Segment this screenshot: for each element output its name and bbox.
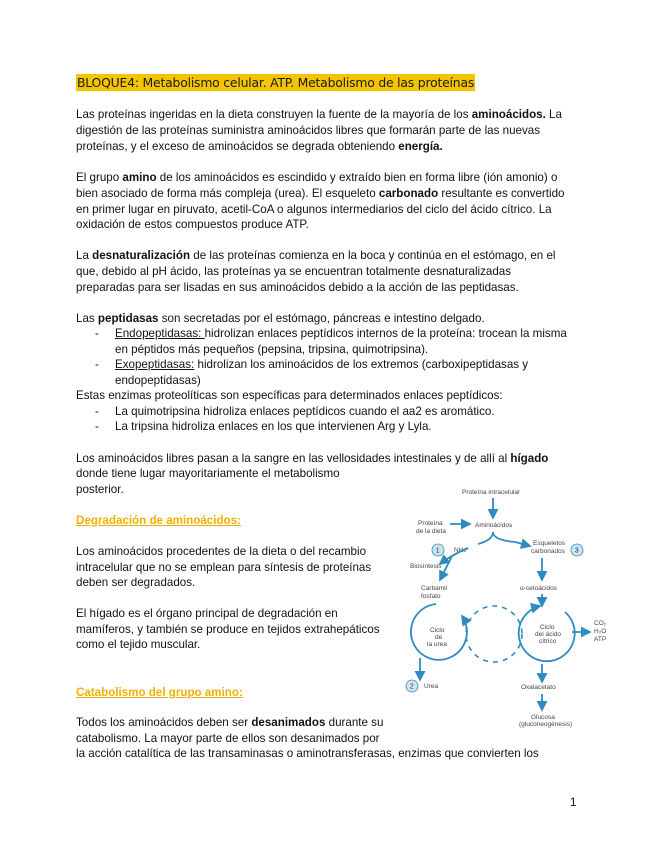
paragraph-amino-line3: en primer lugar en piruvato, acetil-CoA o algunos intermediarios del ciclo del ácido cítrico. La: [76, 203, 552, 216]
paragraph-degradacion-line1: Los aminoácidos procedentes de la dieta o del recambio: [76, 545, 367, 558]
step-marker-3: [571, 544, 583, 556]
diagram-label-tca-3: cítrico: [539, 638, 557, 645]
paragraph-intro-line1: Las proteínas ingeridas en la dieta construyen la fuente de la mayoría de los aminoácidos. La: [76, 108, 562, 121]
paragraph-enzimas-line: Estas enzimas proteolíticas son específicas para determinados enlaces peptídicos:: [76, 389, 503, 402]
bullet-endopeptidasas: Endopeptidasas: hidrolizan enlaces peptídicos internos de la proteína: trocean la misma: [115, 327, 567, 340]
paragraph-catabolismo-line3: la acción catalítica de las transaminasas o aminotransferasas, enzimas que convierten los: [76, 747, 539, 760]
section-heading-degradacion: Degradación de aminoácidos:: [76, 514, 241, 527]
paragraph-degradacion-line3: deben ser degradados.: [76, 576, 196, 589]
paragraph-desnat-line1: La desnaturalización de las proteínas comienza en la boca y continúa en el estómago, en el: [76, 249, 556, 262]
amino-acid-metabolism-diagram: [390, 482, 612, 728]
paragraph-higado-line3: posterior.: [76, 483, 124, 496]
diagram-label-top: Proteína intracelular: [462, 489, 521, 496]
diagram-label-diet-1: Proteína: [418, 520, 443, 527]
paragraph-amino-line4: oxidación de estos compuestos produce ATP.: [76, 218, 309, 231]
diagram-label-gluc-2: (gluconeogénesis): [519, 721, 573, 728]
bullet-exopeptidasas-cont: endopeptidasas): [115, 374, 201, 387]
bullet-tripsina: La tripsina hidroliza enlaces en los que intervienen Arg y Lyla.: [115, 420, 432, 433]
paragraph-amino-line1: El grupo amino de los aminoácidos es escindido y extraído bien en forma libre (ión amonio) o: [76, 171, 558, 184]
diagram-label-tca-1: Ciclo: [540, 624, 555, 631]
diagram-label-atp: ATP: [594, 636, 607, 643]
paragraph-catabolismo-line2: catabolismo. La mayor parte de ellos son desanimados por: [76, 732, 380, 745]
diagram-label-h2o: H₂O: [594, 628, 607, 635]
diagram-label-co2: CO₂: [594, 620, 607, 627]
paragraph-organo-line3: como el tejido muscular.: [76, 638, 201, 651]
paragraph-intro-line3: proteínas, y el exceso de aminoácidos se degrada obteniendo energía.: [76, 140, 443, 153]
bullet-dash: -: [95, 405, 99, 418]
bullet-endopeptidasas-cont: en péptidos más pequeños (pepsina, tripsina, quimotripsina).: [115, 343, 429, 356]
step-marker-2: [406, 680, 418, 692]
bullet-dash: -: [95, 327, 99, 340]
paragraph-catabolismo-line1: Todos los aminoácidos deben ser desanimados durante su: [76, 716, 384, 729]
diagram-label-urea: Urea: [424, 683, 439, 690]
svg-text:2: 2: [409, 683, 414, 691]
page-number: 1: [570, 796, 577, 809]
bullet-quimotripsina: La quimotripsina hidroliza enlaces peptídicos cuando el aa2 es aromático.: [115, 405, 495, 418]
diagram-label-gluc-1: Glucosa: [531, 714, 555, 721]
paragraph-desnat-line3: preparadas para ser lisadas en sus aminoácidos debido a la acción de las peptidasas.: [76, 281, 519, 294]
diagram-label-carb-2: fosfato: [421, 593, 441, 600]
paragraph-desnat-line2: que, debido al pH ácido, las proteínas ya se encuentran totalmente desnaturalizadas: [76, 265, 512, 278]
svg-text:3: 3: [574, 547, 579, 555]
bullet-dash: -: [95, 358, 99, 371]
diagram-label-aa: Aminoácidos: [475, 522, 513, 529]
paragraph-organo-line1: El hígado es el órgano principal de degradación en: [76, 607, 338, 620]
paragraph-higado-line1: Los aminoácidos libres pasan a la sangre en las vellosidades intestinales y de allí al hígado: [76, 452, 549, 465]
svg-text:1: 1: [435, 547, 440, 555]
diagram-label-oxal: Oxalacetato: [521, 684, 556, 691]
diagram-label-carb-1: Carbamil: [421, 585, 448, 592]
paragraph-intro-line2: digestión de las proteínas suministra aminoácidos libres que formarán parte de las nuevas: [76, 124, 541, 137]
paragraph-degradacion-line2: intracelular que no se emplean para síntesis de proteínas: [76, 561, 372, 574]
diagram-label-urea-cycle-3: la urea: [427, 641, 447, 648]
diagram-label-urea-cycle-2: de: [435, 634, 443, 641]
diagram-label-tca-2: del ácido: [535, 631, 562, 638]
section-heading-catabolismo: Catabolismo del grupo amino:: [76, 686, 243, 699]
diagram-label-diet-2: de la dieta: [416, 528, 446, 535]
diagram-label-urea-cycle-1: Ciclo: [430, 627, 445, 634]
diagram-label-skel-2: carbonados: [531, 548, 565, 555]
diagram-label-keto: α-cetoácidos: [520, 585, 557, 592]
dashed-link-circle: [466, 606, 522, 662]
diagram-label-nh4: NH₄⁺: [454, 547, 470, 554]
arrow-aa-split: [478, 532, 530, 546]
paragraph-higado-line2: donde tiene lugar mayoritariamente el metabolismo: [76, 467, 340, 480]
bullet-dash: -: [95, 420, 99, 433]
diagram-label-bio: Biosíntesis: [410, 563, 442, 570]
paragraph-peptidasas-line1: Las peptidasas son secretadas por el estómago, páncreas e intestino delgado.: [76, 312, 485, 325]
diagram-label-skel-1: Esqueletos: [533, 540, 566, 547]
paragraph-organo-line2: mamíferos, y también se produce en tejidos extrahepáticos: [76, 623, 380, 636]
step-marker-1: [432, 544, 444, 556]
paragraph-amino-line2: bien asociado de forma más compleja (urea). El esqueleto carbonado resultante es convertido: [76, 187, 565, 200]
page-title: BLOQUE4: Metabolismo celular. ATP. Metabolismo de las proteínas: [77, 75, 475, 90]
bullet-exopeptidasas: Exopeptidasas: hidrolizan los aminoácidos de los extremos (carboxipeptidasas y: [115, 358, 529, 371]
